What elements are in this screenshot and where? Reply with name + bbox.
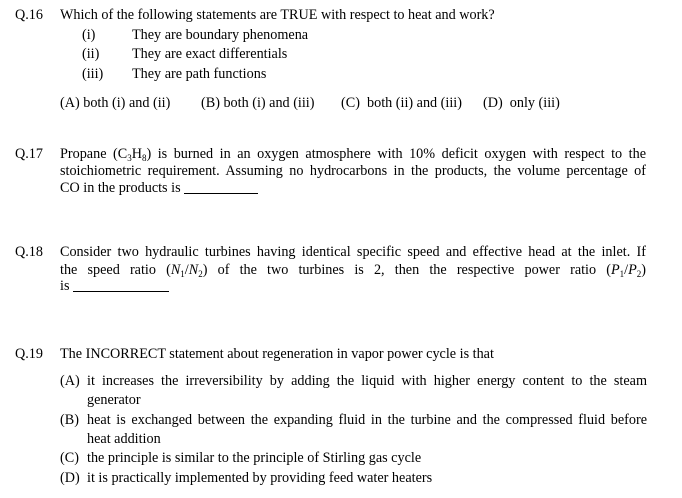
question-number: Q.18 (15, 244, 43, 260)
statement-numeral: (ii) (82, 46, 100, 62)
option-b: (B) both (i) and (iii) (201, 95, 315, 111)
statement-text: They are boundary phenomena (132, 27, 309, 43)
statement-numeral: (i) (82, 27, 96, 43)
option-text: it is practically implemented by providing feed water heaters (87, 470, 433, 486)
question-number: Q.19 (15, 346, 43, 362)
question-stem: The INCORRECT statement about regeneration in vapor power cycle is that (60, 346, 494, 362)
statement-text: They are path functions (132, 66, 267, 82)
option-text: it increases the irreversibility by adding the liquid with higher energy content to the steam (87, 373, 647, 389)
option-label: (A) (60, 373, 80, 389)
option-label: (C) (60, 450, 79, 466)
option-text: generator (87, 392, 141, 408)
question-number: Q.16 (15, 7, 43, 23)
question-text-line: CO in the products is (60, 181, 258, 195)
option-d: (D) only (iii) (483, 95, 560, 111)
option-label: (D) (60, 470, 80, 486)
question-text-line: is (60, 279, 169, 293)
statement-numeral: (iii) (82, 66, 104, 82)
question-text-line: Consider two hydraulic turbines having identical specific speed and effective head at the inlet. If (60, 244, 646, 260)
option-text: heat is exchanged between the expanding fluid in the turbine and the compressed fluid before (87, 412, 647, 428)
option-c: (C) both (ii) and (iii) (341, 95, 462, 111)
statement-text: They are exact differentials (132, 46, 288, 62)
question-stem: Which of the following statements are TRUE with respect to heat and work? (60, 7, 495, 23)
option-text: the principle is similar to the principle of Stirling gas cycle (87, 450, 422, 466)
answer-blank (73, 290, 169, 292)
question-text-line: Propane $(C_3H_8)$ is burned in an oxygen atmosphere with 10% deficit oxygen with respect to the (60, 146, 647, 163)
question-text-line: the speed ratio $(N_1/N_2)$ of the two turbines is 2, then the respective power ratio $(P_1/P_2)$ (60, 262, 646, 279)
question-number: Q.17 (15, 146, 43, 162)
question-text-line: stoichiometric requirement. Assuming no hydrocarbons in the products, the volume percentage of (60, 163, 646, 179)
answer-blank (184, 192, 258, 194)
option-a: (A) both (i) and (ii) (60, 95, 171, 111)
option-text: heat addition (87, 431, 161, 447)
option-label: (B) (60, 412, 79, 428)
